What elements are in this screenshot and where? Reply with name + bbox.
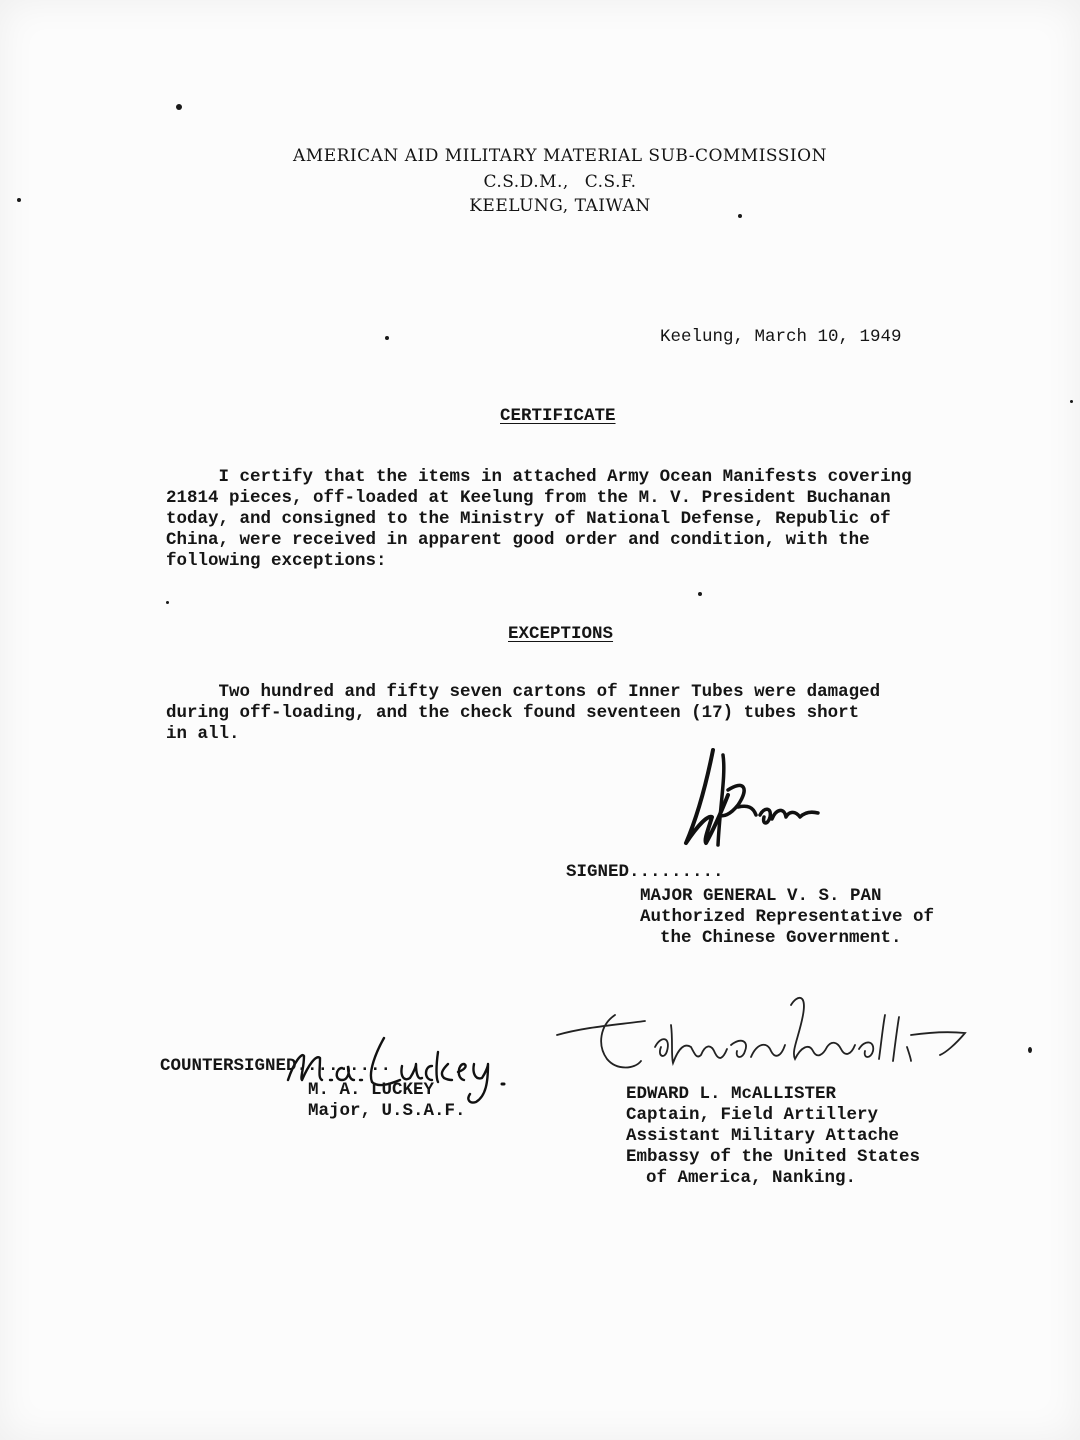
exceptions-heading: EXCEPTIONS bbox=[508, 624, 614, 644]
mcallister-line-3: Embassy of the United States bbox=[626, 1147, 921, 1167]
scan-speck bbox=[385, 336, 389, 340]
scan-speck bbox=[176, 104, 182, 110]
mcallister-line-1: Captain, Field Artillery bbox=[626, 1105, 879, 1125]
letterhead-line-2: C.S.D.M., C.S.F. bbox=[483, 172, 637, 192]
countersigned-label: COUNTERSIGNED......... bbox=[160, 1056, 392, 1076]
certificate-line: 21814 pieces, off-loaded at Keelung from the M. V. President Buchanan bbox=[166, 488, 891, 508]
certificate-heading: CERTIFICATE bbox=[500, 406, 616, 426]
certificate-line: I certify that the items in attached Army Ocean Manifests covering bbox=[166, 467, 912, 487]
pan-signature bbox=[668, 745, 848, 860]
scan-speck bbox=[166, 601, 169, 604]
letterhead-line-1: AMERICAN AID MILITARY MATERIAL SUB-COMMISSION bbox=[293, 146, 827, 166]
exceptions-line: Two hundred and fifty seven cartons of Inner Tubes were damaged bbox=[166, 682, 881, 702]
scan-speck bbox=[1028, 1047, 1032, 1053]
signed-label: SIGNED......... bbox=[566, 862, 724, 882]
pan-title-1: Authorized Representative of bbox=[640, 907, 935, 927]
mcallister-line-2: Assistant Military Attache bbox=[626, 1126, 900, 1146]
letterhead-line-3: KEELUNG, TAIWAN bbox=[469, 196, 651, 216]
certificate-line: today, and consigned to the Ministry of National Defense, Republic of bbox=[166, 509, 891, 529]
pan-name: MAJOR GENERAL V. S. PAN bbox=[640, 886, 882, 906]
certificate-line: China, were received in apparent good order and condition, with the bbox=[166, 530, 870, 550]
mcallister-signature bbox=[545, 985, 985, 1085]
luckey-name: M. A. LUCKEY bbox=[308, 1080, 435, 1100]
certificate-line: following exceptions: bbox=[166, 551, 387, 571]
mcallister-line-4: of America, Nanking. bbox=[646, 1168, 857, 1188]
exceptions-line: during off-loading, and the check found seventeen (17) tubes short bbox=[166, 703, 860, 723]
pan-title-2: the Chinese Government. bbox=[660, 928, 902, 948]
scan-speck bbox=[698, 592, 702, 596]
scan-speck bbox=[1070, 400, 1073, 403]
luckey-rank: Major, U.S.A.F. bbox=[308, 1101, 466, 1121]
dateline: Keelung, March 10, 1949 bbox=[660, 327, 902, 347]
exceptions-line: in all. bbox=[166, 724, 240, 744]
mcallister-name: EDWARD L. McALLISTER bbox=[626, 1084, 837, 1104]
scan-speck bbox=[17, 198, 21, 202]
